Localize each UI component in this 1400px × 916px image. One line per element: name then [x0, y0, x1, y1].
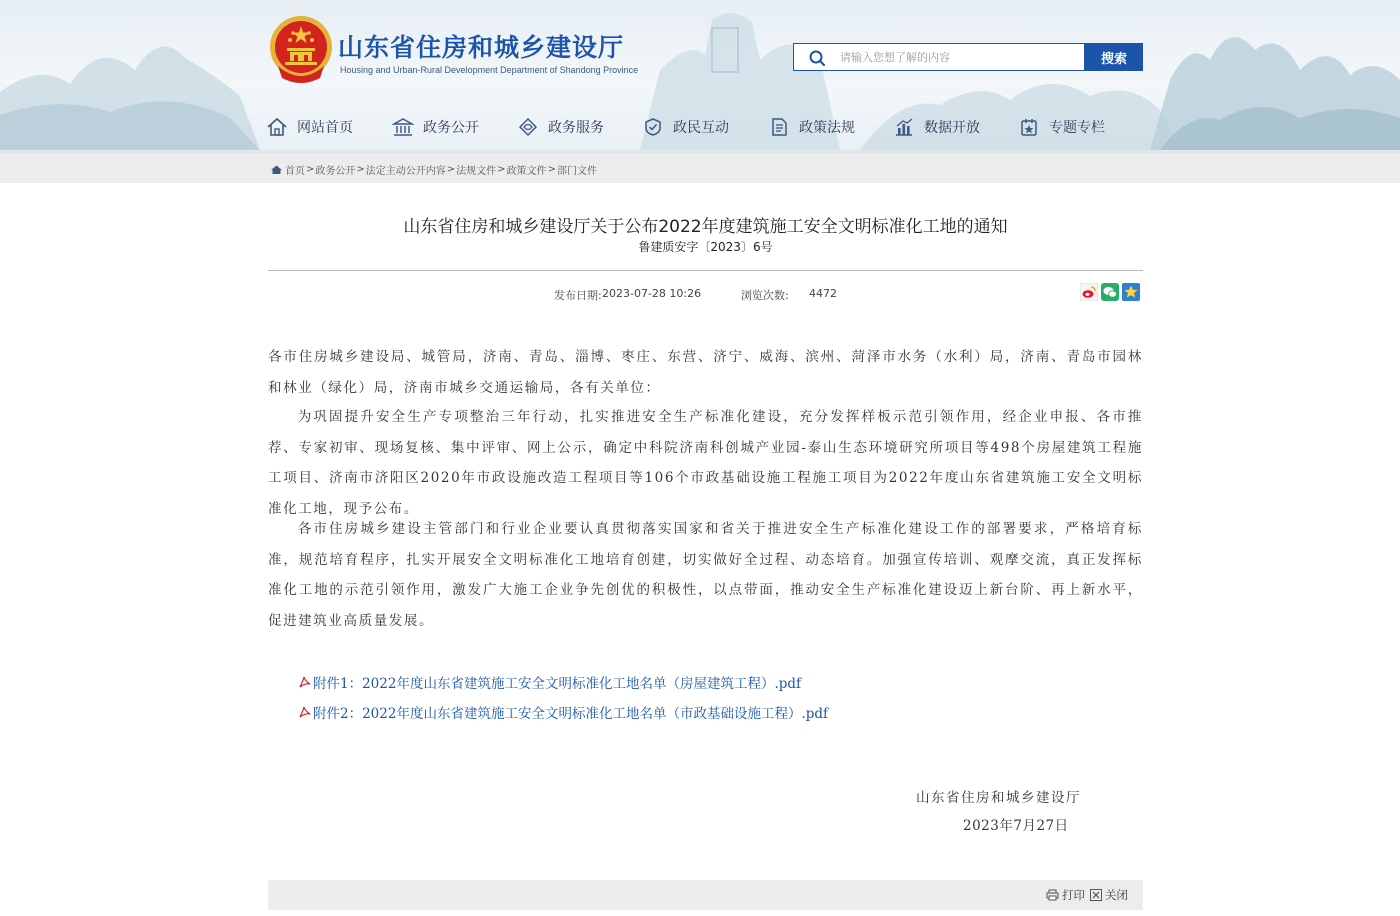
- nav-item-government-services[interactable]: [517, 114, 604, 140]
- nav-item-home[interactable]: [266, 114, 353, 140]
- publish-date: 2023-07-28 10:26: [602, 287, 702, 300]
- search-icon: [808, 49, 826, 67]
- close-button[interactable]: [1090, 887, 1128, 903]
- breadcrumb-separator: >: [547, 164, 556, 175]
- share-buttons: [1080, 283, 1140, 301]
- breadcrumb-statutory-disclosure[interactable]: 法定主动公开内容: [365, 166, 446, 177]
- close-icon: [1090, 889, 1102, 901]
- favorite-star-icon[interactable]: [1122, 283, 1140, 301]
- nav-item-open-data[interactable]: [893, 114, 980, 140]
- nav-item-label: 政策法规: [799, 120, 855, 136]
- pdf-file-icon: [298, 705, 312, 719]
- signature-organization: 山东省住房和城乡建设厅: [916, 790, 1081, 806]
- article-paragraph-addressees: 各市住房城乡建设局、城管局，济南、青岛、淄博、枣庄、东营、济宁、威海、滨州、菏泽市水务（水利）局，济南、青岛市园林和林业（绿化）局，济南市城乡交通运输局，各有关单位：: [268, 349, 1143, 396]
- nav-item-label: 数据开放: [924, 120, 980, 136]
- print-button[interactable]: [1046, 887, 1085, 903]
- breadcrumb-government-affairs[interactable]: 政务公开: [315, 166, 356, 177]
- print-label: 打印: [1062, 888, 1085, 902]
- service-icon: [517, 117, 539, 137]
- breadcrumb-separator: >: [446, 164, 456, 175]
- view-count: 4472: [809, 287, 837, 300]
- view-count-label: 浏览次数:: [741, 289, 789, 302]
- nav-item-label: 政务公开: [423, 120, 479, 136]
- article-paragraph-requirements: 各市住房城乡建设主管部门和行业企业要认真贯彻落实国家和省关于推进安全生产标准化建设工作的部署要求，严格培育标准，规范培育程序，扎实开展安全文明标准化工地培育创建，切实做好全过程、动态培育。加强宣传培训、观摩交流，真正发挥标准化工地的示范引领作用，激发广大施工企业争先创优的积极性，以点带面，推动安全生产标准化建设迈上新台阶、再上新水平，促进建筑业高质量发展。: [268, 521, 1143, 629]
- attachment-link-2[interactable]: [298, 702, 828, 722]
- weibo-share-icon[interactable]: [1080, 283, 1098, 301]
- breadcrumb-separator: >: [306, 164, 315, 175]
- breadcrumb-department-documents[interactable]: 部门文件: [556, 166, 597, 177]
- attachment-label: 附件1：2022年度山东省建筑施工安全文明标准化工地名单（房屋建筑工程）.pdf: [313, 676, 802, 692]
- wechat-share-icon[interactable]: [1101, 283, 1119, 301]
- breadcrumb-separator: >: [497, 164, 506, 175]
- nav-item-label: 政民互动: [673, 120, 729, 136]
- national-emblem-logo: [268, 14, 334, 86]
- breadcrumb-regulations[interactable]: 法规文件: [456, 166, 497, 177]
- publish-date-label: 发布日期:: [554, 289, 602, 302]
- article-footer-bar: [268, 880, 1143, 910]
- nav-item-label: 专题专栏: [1049, 120, 1105, 136]
- search-box: [793, 43, 1085, 71]
- main-nav: [266, 114, 1146, 140]
- document-icon: [768, 117, 790, 137]
- nav-item-public-interaction[interactable]: [642, 114, 729, 140]
- attachment-label: 附件2：2022年度山东省建筑施工安全文明标准化工地名单（市政基础设施工程）.pdf: [313, 706, 829, 722]
- nav-item-label: 网站首页: [297, 120, 353, 136]
- breadcrumb-policy-documents[interactable]: 政策文件: [506, 166, 547, 177]
- nav-item-government-affairs[interactable]: [392, 114, 479, 140]
- close-label: 关闭: [1105, 888, 1128, 902]
- attachment-link-1[interactable]: [298, 672, 801, 692]
- interaction-icon: [642, 117, 664, 137]
- site-title: 山东省住房和城乡建设厅: [338, 33, 625, 62]
- government-building-icon: [392, 117, 414, 137]
- home-icon: [266, 117, 288, 137]
- site-subtitle: Housing and Urban-Rural Development Department of Shandong Province: [340, 65, 639, 75]
- breadcrumb-bar: [0, 153, 1400, 183]
- breadcrumb-separator: >: [356, 164, 365, 175]
- article-paragraph-announcement: 为巩固提升安全生产专项整治三年行动，扎实推进安全生产标准化建设，充分发挥样板示范引领作用，经企业申报、各市推荐、专家初审、现场复核、集中评审、网上公示，确定中科院济南科创城产业园-泰山生态环境研究所项目等498个房屋建筑工程施工项目、济南市济阳区2020年市政设施改造工程项目等106个市政基础设施工程施工项目为2022年度山东省建筑施工安全文明标准化工地，现予公布。: [268, 409, 1143, 517]
- site-header: [0, 0, 1400, 153]
- signature-date: 2023年7月27日: [963, 818, 1069, 834]
- printer-icon: [1046, 889, 1059, 901]
- home-icon: [270, 164, 283, 175]
- data-chart-icon: [893, 117, 915, 137]
- nav-item-policies-regulations[interactable]: [768, 114, 855, 140]
- pdf-file-icon: [298, 675, 312, 689]
- search-button[interactable]: 搜索: [1085, 43, 1143, 71]
- article-title: 山东省住房和城乡建设厅关于公布2022年度建筑施工安全文明标准化工地的通知: [403, 217, 1008, 237]
- breadcrumb: [270, 162, 597, 177]
- title-divider: [268, 270, 1143, 271]
- breadcrumb-home[interactable]: 首页: [285, 166, 305, 177]
- topic-icon: [1018, 117, 1040, 137]
- document-number: 鲁建质安字〔2023〕6号: [638, 240, 773, 254]
- nav-item-label: 政务服务: [548, 120, 604, 136]
- nav-item-special-topics[interactable]: [1018, 114, 1105, 140]
- search-input[interactable]: [840, 48, 1076, 66]
